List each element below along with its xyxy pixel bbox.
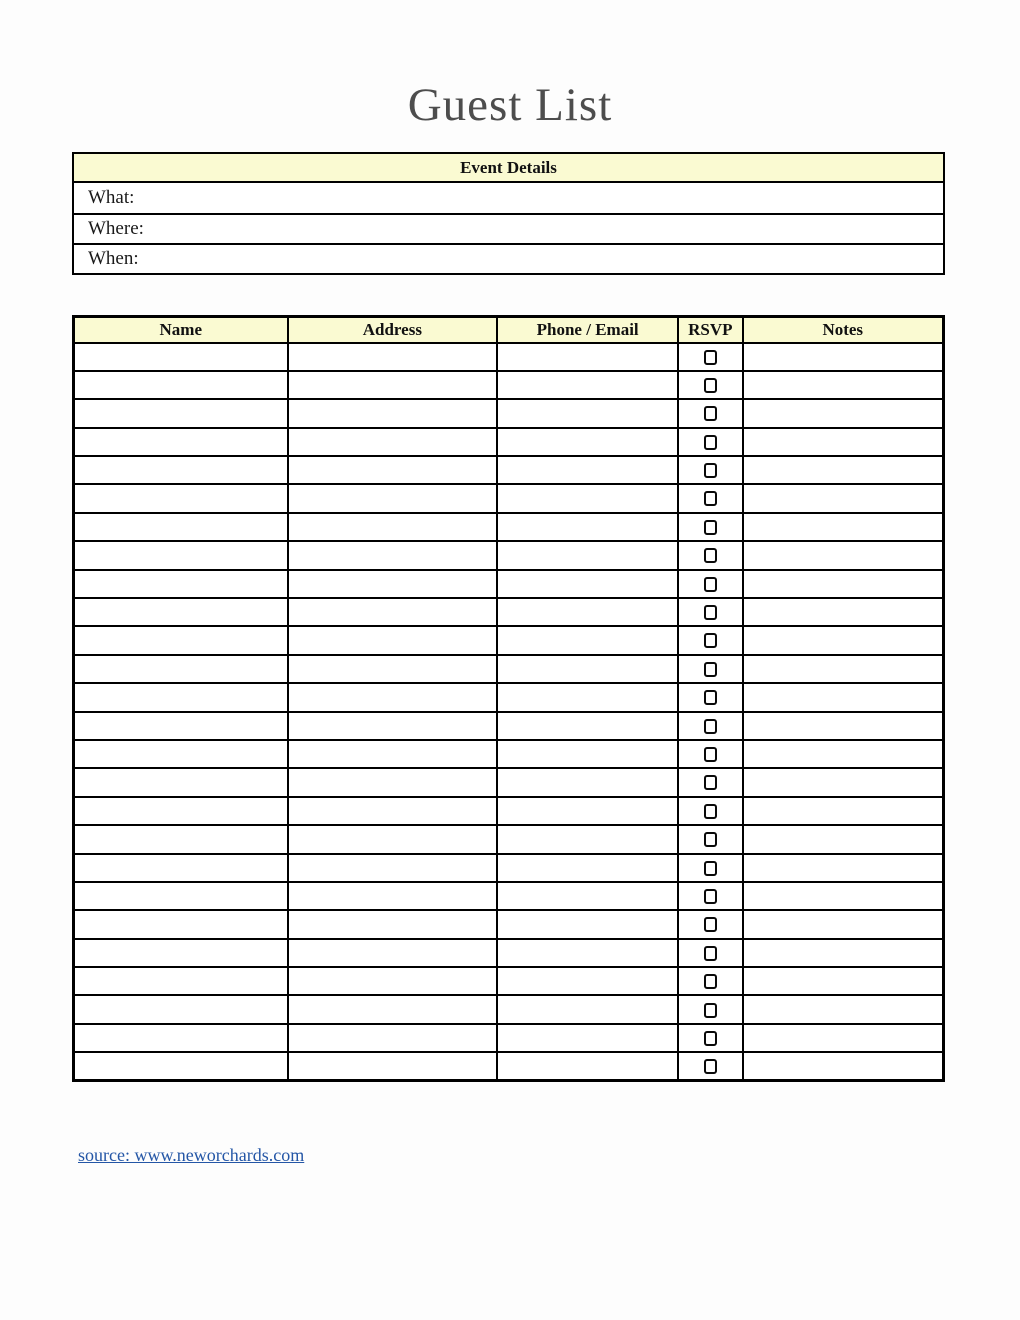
rsvp-checkbox[interactable] xyxy=(704,1031,717,1046)
rsvp-checkbox[interactable] xyxy=(704,548,717,563)
rsvp-checkbox[interactable] xyxy=(704,406,717,421)
notes-cell xyxy=(743,655,944,683)
phone-email-cell xyxy=(497,882,678,910)
name-cell xyxy=(74,598,288,626)
guest-row xyxy=(74,484,944,512)
rsvp-cell xyxy=(678,598,742,626)
rsvp-cell xyxy=(678,484,742,512)
notes-cell xyxy=(743,598,944,626)
address-cell xyxy=(288,428,498,456)
name-cell xyxy=(74,683,288,711)
guest-row xyxy=(74,1024,944,1052)
phone-email-cell xyxy=(497,513,678,541)
address-cell xyxy=(288,371,498,399)
guest-row xyxy=(74,939,944,967)
rsvp-cell xyxy=(678,513,742,541)
notes-cell xyxy=(743,995,944,1023)
phone-email-cell xyxy=(497,484,678,512)
name-cell xyxy=(74,570,288,598)
rsvp-checkbox[interactable] xyxy=(704,605,717,620)
guest-row xyxy=(74,1052,944,1080)
name-cell xyxy=(74,513,288,541)
name-cell xyxy=(74,910,288,938)
address-cell xyxy=(288,768,498,796)
rsvp-cell xyxy=(678,939,742,967)
rsvp-cell xyxy=(678,797,742,825)
phone-email-cell xyxy=(497,399,678,427)
address-cell xyxy=(288,683,498,711)
rsvp-checkbox[interactable] xyxy=(704,662,717,677)
phone-email-cell xyxy=(497,598,678,626)
rsvp-checkbox[interactable] xyxy=(704,946,717,961)
rsvp-checkbox[interactable] xyxy=(704,633,717,648)
rsvp-cell xyxy=(678,967,742,995)
notes-cell xyxy=(743,1052,944,1080)
name-cell xyxy=(74,882,288,910)
name-cell xyxy=(74,399,288,427)
column-header-phone-email: Phone / Email xyxy=(497,317,678,343)
phone-email-cell xyxy=(497,1052,678,1080)
rsvp-cell xyxy=(678,995,742,1023)
phone-email-cell xyxy=(497,712,678,740)
column-header-address: Address xyxy=(288,317,498,343)
what-label: What: xyxy=(88,187,135,208)
guest-row xyxy=(74,712,944,740)
address-cell xyxy=(288,626,498,654)
address-cell xyxy=(288,995,498,1023)
column-header-notes: Notes xyxy=(743,317,944,343)
phone-email-cell xyxy=(497,939,678,967)
notes-cell xyxy=(743,825,944,853)
phone-email-cell xyxy=(497,428,678,456)
guest-row xyxy=(74,740,944,768)
rsvp-cell xyxy=(678,371,742,399)
when-label: When: xyxy=(88,248,139,269)
guest-row xyxy=(74,343,944,371)
address-cell xyxy=(288,825,498,853)
rsvp-cell xyxy=(678,768,742,796)
address-cell xyxy=(288,343,498,371)
rsvp-cell xyxy=(678,712,742,740)
phone-email-cell xyxy=(497,371,678,399)
address-cell xyxy=(288,456,498,484)
phone-email-cell xyxy=(497,740,678,768)
notes-cell xyxy=(743,626,944,654)
guest-table-header-row xyxy=(74,317,944,343)
rsvp-checkbox[interactable] xyxy=(704,747,717,762)
guest-row xyxy=(74,655,944,683)
guest-table xyxy=(72,315,945,1082)
where-label: Where: xyxy=(88,218,144,239)
address-cell xyxy=(288,598,498,626)
guest-row xyxy=(74,598,944,626)
guest-row xyxy=(74,456,944,484)
guest-row xyxy=(74,541,944,569)
name-cell xyxy=(74,854,288,882)
phone-email-cell xyxy=(497,683,678,711)
phone-email-cell xyxy=(497,910,678,938)
rsvp-checkbox[interactable] xyxy=(704,1003,717,1018)
name-cell xyxy=(74,456,288,484)
notes-cell xyxy=(743,456,944,484)
guest-row xyxy=(74,683,944,711)
phone-email-cell xyxy=(497,655,678,683)
notes-cell xyxy=(743,484,944,512)
rsvp-checkbox[interactable] xyxy=(704,577,717,592)
event-field-where xyxy=(74,213,943,243)
rsvp-checkbox[interactable] xyxy=(704,690,717,705)
rsvp-checkbox[interactable] xyxy=(704,350,717,365)
address-cell xyxy=(288,967,498,995)
name-cell xyxy=(74,484,288,512)
event-field-when xyxy=(74,243,943,273)
notes-cell xyxy=(743,854,944,882)
address-cell xyxy=(288,1052,498,1080)
event-details-box xyxy=(72,152,945,275)
notes-cell xyxy=(743,910,944,938)
notes-cell xyxy=(743,513,944,541)
name-cell xyxy=(74,1024,288,1052)
guest-row xyxy=(74,626,944,654)
address-cell xyxy=(288,882,498,910)
address-cell xyxy=(288,854,498,882)
notes-cell xyxy=(743,343,944,371)
phone-email-cell xyxy=(497,626,678,654)
column-header-name: Name xyxy=(74,317,288,343)
guest-row xyxy=(74,854,944,882)
name-cell xyxy=(74,740,288,768)
guest-row xyxy=(74,910,944,938)
rsvp-checkbox[interactable] xyxy=(704,832,717,847)
name-cell xyxy=(74,825,288,853)
rsvp-cell xyxy=(678,343,742,371)
name-cell xyxy=(74,712,288,740)
phone-email-cell xyxy=(497,854,678,882)
guest-row xyxy=(74,399,944,427)
name-cell xyxy=(74,655,288,683)
name-cell xyxy=(74,768,288,796)
rsvp-cell xyxy=(678,740,742,768)
rsvp-cell xyxy=(678,854,742,882)
rsvp-checkbox[interactable] xyxy=(704,974,717,989)
notes-cell xyxy=(743,1024,944,1052)
phone-email-cell xyxy=(497,967,678,995)
notes-cell xyxy=(743,712,944,740)
phone-email-cell xyxy=(497,343,678,371)
rsvp-checkbox[interactable] xyxy=(704,889,717,904)
notes-cell xyxy=(743,399,944,427)
guest-row xyxy=(74,995,944,1023)
phone-email-cell xyxy=(497,825,678,853)
address-cell xyxy=(288,712,498,740)
phone-email-cell xyxy=(497,456,678,484)
guest-row xyxy=(74,797,944,825)
rsvp-cell xyxy=(678,825,742,853)
rsvp-cell xyxy=(678,570,742,598)
rsvp-cell xyxy=(678,541,742,569)
page-title: Guest List xyxy=(407,79,613,131)
rsvp-cell xyxy=(678,428,742,456)
name-cell xyxy=(74,797,288,825)
rsvp-checkbox[interactable] xyxy=(704,491,717,506)
phone-email-cell xyxy=(497,995,678,1023)
rsvp-checkbox[interactable] xyxy=(704,775,717,790)
address-cell xyxy=(288,513,498,541)
column-header-rsvp: RSVP xyxy=(678,317,742,343)
guest-row xyxy=(74,967,944,995)
phone-email-cell xyxy=(497,1024,678,1052)
guest-row xyxy=(74,428,944,456)
event-field-what xyxy=(74,183,943,213)
notes-cell xyxy=(743,967,944,995)
phone-email-cell xyxy=(497,541,678,569)
rsvp-checkbox[interactable] xyxy=(704,861,717,876)
rsvp-checkbox[interactable] xyxy=(704,520,717,535)
notes-cell xyxy=(743,570,944,598)
rsvp-checkbox[interactable] xyxy=(704,719,717,734)
guest-row xyxy=(74,825,944,853)
rsvp-cell xyxy=(678,1052,742,1080)
notes-cell xyxy=(743,541,944,569)
name-cell xyxy=(74,995,288,1023)
name-cell xyxy=(74,626,288,654)
rsvp-cell xyxy=(678,456,742,484)
address-cell xyxy=(288,939,498,967)
name-cell xyxy=(74,428,288,456)
rsvp-checkbox[interactable] xyxy=(704,917,717,932)
name-cell xyxy=(74,939,288,967)
rsvp-checkbox[interactable] xyxy=(704,435,717,450)
rsvp-checkbox[interactable] xyxy=(704,378,717,393)
notes-cell xyxy=(743,740,944,768)
phone-email-cell xyxy=(497,768,678,796)
address-cell xyxy=(288,541,498,569)
rsvp-cell xyxy=(678,683,742,711)
address-cell xyxy=(288,570,498,598)
rsvp-cell xyxy=(678,626,742,654)
rsvp-cell xyxy=(678,399,742,427)
address-cell xyxy=(288,740,498,768)
notes-cell xyxy=(743,428,944,456)
guest-row xyxy=(74,768,944,796)
rsvp-checkbox[interactable] xyxy=(704,1059,717,1074)
rsvp-cell xyxy=(678,882,742,910)
notes-cell xyxy=(743,797,944,825)
address-cell xyxy=(288,910,498,938)
name-cell xyxy=(74,541,288,569)
name-cell xyxy=(74,967,288,995)
guest-table-container xyxy=(72,315,945,1082)
address-cell xyxy=(288,797,498,825)
name-cell xyxy=(74,343,288,371)
guest-row xyxy=(74,371,944,399)
rsvp-cell xyxy=(678,910,742,938)
guest-row xyxy=(74,570,944,598)
rsvp-cell xyxy=(678,655,742,683)
phone-email-cell xyxy=(497,570,678,598)
notes-cell xyxy=(743,768,944,796)
rsvp-cell xyxy=(678,1024,742,1052)
name-cell xyxy=(74,371,288,399)
guest-row xyxy=(74,882,944,910)
name-cell xyxy=(74,1052,288,1080)
guest-row xyxy=(74,513,944,541)
address-cell xyxy=(288,1024,498,1052)
event-details-header: Event Details xyxy=(74,154,943,183)
source-link[interactable]: source: www.neworchards.com xyxy=(78,1145,305,1165)
rsvp-checkbox[interactable] xyxy=(704,463,717,478)
notes-cell xyxy=(743,371,944,399)
address-cell xyxy=(288,399,498,427)
address-cell xyxy=(288,655,498,683)
notes-cell xyxy=(743,882,944,910)
address-cell xyxy=(288,484,498,512)
notes-cell xyxy=(743,683,944,711)
rsvp-checkbox[interactable] xyxy=(704,804,717,819)
phone-email-cell xyxy=(497,797,678,825)
notes-cell xyxy=(743,939,944,967)
footer-source xyxy=(78,1145,304,1166)
